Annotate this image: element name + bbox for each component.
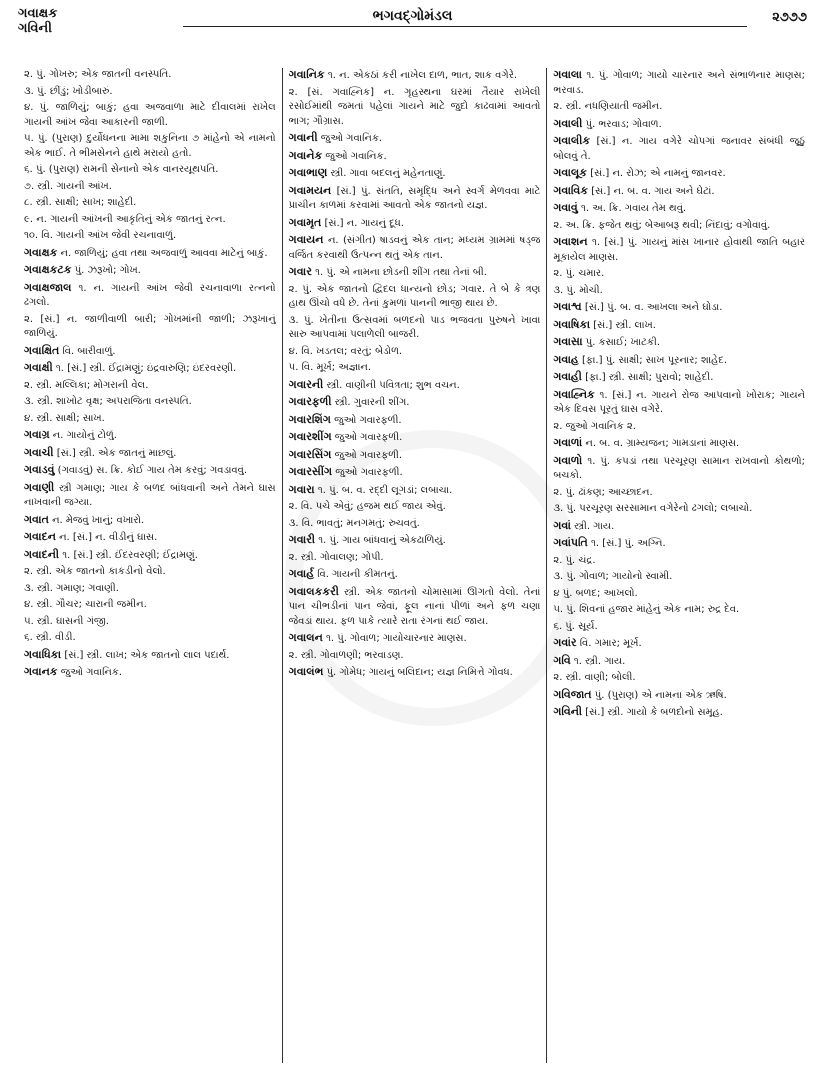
entry-definition: ૨. [સં.] ન. જાળીવાળી બારી; ગોખમાંની જાળી; ઝરૂખાનું જાળિયું. [24,313,276,339]
dictionary-entry [553,554,805,569]
entry-headword: ગવાદન [24,530,56,543]
page-header [18,4,807,66]
dictionary-entry [24,361,276,377]
dictionary-entry [553,370,805,386]
dictionary-entry [24,395,276,410]
entry-headword: ગવાર્હ [288,567,315,580]
entry-definition: [ફા.] પું. સાક્ષી; સાખ પૂરનાર; શાહેદ. [581,354,728,366]
entry-headword: ગવારફળી [288,395,332,408]
dictionary-entry [553,705,805,721]
entry-definition: ૧. ન. એકઠાં કરી નાખેલ દાળ, ભાત, શાક વગેરે. [327,70,518,81]
dictionary-entry [553,166,805,182]
dictionary-entry [24,263,276,279]
entry-headword: ગવાળો [553,453,583,467]
dictionary-entry [24,68,276,83]
entry-definition: ન. [સં.] ન. વીડીનું ઘાસ. [59,532,158,543]
entry-headword: ગવાલંભ [288,665,324,678]
entry-definition: ૧. પું. એ નામના છોડની શીંગ તથા તેનાં બી. [315,267,487,278]
entry-headword: ગવાલકકરી [288,584,339,598]
dictionary-entry [24,548,276,564]
entry-definition: ૧. [સં.] સ્ત્રી. ઈંદ્રામણું; ઇંદ્રવારુણિ; ઇંદરવરણી. [55,363,237,374]
entry-definition: [સં.] ન. રોઝ; એ નામનું જાનવર. [590,168,726,179]
entry-definition: ૨. પું. ચમાર. [553,268,605,279]
entry-definition: ૬. પું. સૂર્ય. [553,620,598,632]
entry-definition: ૧. ન. ગાયની આંખ જેવી રચનાવાળા રત્નનો ઢગલો. [24,282,276,308]
entry-definition: ૭. સ્ત્રી. ગાયની આંખ. [24,180,112,192]
entry-definition: ૧. પું. ગાય બાંધવાનું એકઢાળિયું. [318,535,446,546]
entry-headword: ગવાનિક [288,68,325,81]
dictionary-entry [553,100,805,115]
entry-headword: ગવાષિકા [553,317,591,331]
dictionary-entry [289,216,541,232]
dictionary-entry [553,603,805,618]
dictionary-entry [289,551,541,566]
entry-headword: ગવાણી [24,480,55,494]
dictionary-entry [24,598,276,613]
dictionary-entry [553,68,805,98]
entry-definition: વિ. બારીવાળું. [62,345,116,357]
entry-headword: ગવારી [288,533,316,546]
entry-headword: ગવાહી [553,370,582,383]
entry-definition: ૨. જુઓ ગવાનિક ૨. [553,420,636,432]
dictionary-entry [289,68,541,84]
dictionary-entry [289,483,541,499]
entry-headword: ગવાશ્વ [553,300,582,313]
entry-headword: ગવારસીંગ [288,465,333,478]
entry-definition: જુઓ ગવારફળી. [334,432,403,443]
entry-headword: ગવારશીંગ [288,430,332,443]
dictionary-entry [553,587,805,602]
entry-definition: પું. કસાઈ; ખાટકી. [585,337,661,348]
dictionary-entry [553,420,805,435]
dictionary-entry [24,530,276,546]
dictionary-entry [24,196,276,211]
dictionary-entry [289,345,541,360]
entry-definition: જુઓ ગવાનિક. [320,133,383,144]
entry-definition: ૬. પું. (પુરાણ) રામની સેનાનો એક વાનરયૂથપતિ. [24,164,219,175]
column-1 [18,68,282,1063]
entry-definition: સ્ત્રી. ગુવારની શીંગ. [334,397,410,408]
entry-definition: ૨. સ્ત્રી. વાણી; બોલી. [553,672,636,683]
dictionary-entry [289,649,541,664]
entry-definition: જુઓ ગવારફળી. [335,467,403,478]
entry-definition: ૨. પું. ગોખરુ; એક જાતની વનસ્પતિ. [24,69,172,80]
entry-headword: ગવાચી [24,445,54,459]
entry-definition: ૧. પું. ગોવાળ; ગાયોચારનાર માણસ. [325,633,467,644]
dictionary-entry [24,313,276,342]
entry-definition: ૧. અ. ક્રિ. ગવાય તેમ થવું. [580,203,687,214]
entry-definition: ૨. સ્ત્રી. ગોવાળણી; ભરવાડણ. [288,649,404,661]
entry-definition: ન. બ. વ. ગ્રામ્યજન; ગામડાનાં માણસ. [585,438,740,449]
entry-headword: ગવાશન [553,235,588,248]
entry-definition: પું. ગોમેધ; ગાયનું બલિદાન; યજ્ઞ નિમિત્તે ગોવધ. [326,667,513,678]
entry-headword: ગવાંર [553,636,577,649]
entry-definition: ૧૦. વિ. ગાયની આંખ જેવી રચનાવાળું. [24,230,177,241]
dictionary-entry [553,134,805,164]
entry-headword: ગવાગ્ર [24,428,50,441]
dictionary-entry [289,149,541,165]
dictionary-entry [24,412,276,427]
dictionary-entry [289,665,541,681]
guide-word-first: ગવાક્ષક [18,6,58,21]
entry-definition: ૨. પું. ઢાંકણ; આચ્છાદન. [553,486,653,498]
entry-headword: ગવાત [24,512,49,526]
dictionary-entry [24,463,276,479]
entry-headword: ગવાની [288,131,318,144]
entry-definition: [સં.] સ્ત્રી. લાખ; એક જાતનો લાલ પદાર્થ. [64,649,230,661]
dictionary-entry [289,631,541,647]
entry-definition: ૫. વિ. મૂર્ખ; અજ્ઞાન. [288,362,372,373]
entry-definition: ૩. પું. ગોવાળ; ગાયોનો સ્વામી. [553,571,673,582]
entry-headword: ગવાદની [24,547,60,561]
dictionary-entry [553,300,805,316]
entry-headword: ગવાક્ષકટક [24,263,72,276]
dictionary-entry [289,533,541,549]
entry-definition: ૨. પું. એક જાતનો દ્વિદલ ધાન્યનો છોડ; ગવાર. તે બે કે ત્રણ હાથ ઊંચો વધે છે. તેનાં કુમળાં પાનની ભાજી થાય છે. [288,283,541,309]
entry-definition: પું. (પુરાણ) એ નામના એક ઋષિ. [594,689,727,701]
dictionary-entry [553,636,805,652]
entry-headword: ગવામૃત [288,215,322,229]
entry-headword: ગવિ [553,653,571,667]
entry-definition: ૧. [સં.] પું. અગ્નિ. [591,538,666,549]
entry-definition: જુઓ ગવારફળી. [334,449,403,461]
dictionary-entry [24,615,276,630]
entry-definition: સ્ત્રી. ગાવા બદલનું મહેનતાણું. [330,168,446,179]
dictionary-entry [24,246,276,262]
dictionary-entry [553,117,805,133]
dictionary-entry [553,688,805,704]
dictionary-entry [289,265,541,281]
dictionary-entry [289,395,541,411]
entry-headword: ગવારસિંગ [288,447,332,461]
running-title: ભગવદ્ગોમંડલ [372,8,453,24]
entry-headword: ગવાહ [553,352,579,366]
dictionary-entry [553,318,805,334]
dictionary-entry [24,132,276,161]
dictionary-entry [553,486,805,501]
dictionary-entry [553,284,805,299]
entry-definition: સ્ત્રી. ગાય. [574,520,615,532]
header-rule [183,26,747,27]
entry-definition: ૩. પું. મોચી. [553,284,603,296]
dictionary-entry [553,436,805,452]
page-number: ૨૭૭૭ [772,10,807,25]
entry-definition: પું. ભરવાડ; ગોવાળ. [585,118,662,130]
entry-definition: ૩. પું. ખેતીના ઉત્સવમાં બળદનો પાડ ભજવતા પુરુષને ખાવા સારુ આપવામાં પલાળેલી બાજરી. [288,314,541,340]
entry-definition: સ્ત્રી ગમાણ; ગાય કે બળદ બાંધવાની અને તેમને ઘાસ નાખવાની જગ્યા. [24,482,276,508]
entry-definition: ૪. સ્ત્રી. સાક્ષી; સાખ. [24,412,105,424]
dictionary-entry [553,235,805,265]
entry-definition: ૨. વિ. પચે એવું; હજમ થઈ જાય એવું. [288,501,446,512]
dictionary-entry [289,166,541,182]
entry-definition: ૫. સ્ત્રી. ઘાસની ગંજી. [24,615,109,627]
dictionary-entry [289,131,541,147]
dictionary-entry [24,582,276,597]
entry-definition: ન. મેજવું ખાનું; વખારો. [52,514,145,526]
entry-headword: ગવાલીક [553,134,591,147]
entry-definition: ૮. સ્ત્રી. સાક્ષી; સાખ; શાહેદી. [24,197,137,208]
entry-definition: [સં.] ન. ગાયનું દૂધ. [324,217,404,229]
entry-definition: [સં.] ન. બ. વ. ગાય અને ઘેટાં. [591,185,715,197]
dictionary-entry [553,201,805,217]
dictionary-entry [24,446,276,462]
entry-definition: ૯. ન. ગાયની આંખની આકૃતિનું એક જાતનું રત્ન. [24,213,226,225]
dictionary-entry [289,465,541,481]
entry-definition: [સં.] સ્ત્રી. એક જાતનું માછલું. [56,447,177,459]
entry-headword: ગવિની [553,705,583,718]
entry-headword: ગવાલી [553,116,583,130]
entry-definition: સ્ત્રી. એક જાતનો ચોમાસામાં ઊગતો વેલો. તેનાં પાન ચીભડીનાં પાન જેવાં, ફૂલ નાનાં પીળાં અને ફળ ચણા જેવડાં થાય. ફળ પાકે ત્યારે રાતા રંગનાં થઈ જાય. [288,586,541,627]
entry-definition: ૧. પું. ગોવાળ; ગાયો ચારનાર અને સંભાળનાર માણસ; ભરવાડ. [553,70,806,96]
entry-definition: ૨. સ્ત્રી. નધણિયાતી જમીન. [553,101,663,112]
dictionary-entry [24,379,276,394]
entry-headword: ગવિજાત [553,687,592,701]
entry-definition: પું. ઝરૂખો; ગોખ. [74,265,141,276]
entry-definition: [સં.] સ્ત્રી. ગાયો કે બળદોનો સમૂહ. [585,707,723,718]
dictionary-entry [553,671,805,686]
dictionary-entry [24,85,276,100]
dictionary-entry [24,665,276,681]
entry-headword: ગવારા [288,482,315,496]
entry-headword: ગવાભાણ [288,166,328,179]
entry-definition: ૬. સ્ત્રી. વીડી. [24,632,76,643]
entry-definition: ૩. સ્ત્રી. ગમાણ; ગવાણી. [24,582,119,594]
dictionary-entry [289,233,541,263]
dictionary-entry [24,229,276,244]
entry-headword: ગવાંપતિ [553,536,588,549]
dictionary-entry [553,536,805,552]
dictionary-entry [24,481,276,511]
entry-definition: [સં.] સ્ત્રી. લાખ. [593,319,656,331]
dictionary-entry [24,565,276,580]
entry-definition: ૪ પું. બળદ; આખલો. [553,587,638,599]
dictionary-entry [289,314,541,343]
dictionary-entry [24,631,276,646]
entry-definition: ૫. પું. (પુરાણ) દુર્યોધનના મામા શકુનિના ૭ માંહેનો એ નામનો એક ભાઈ. તે ભીમસેનને હાથે મરાયો હતો. [24,133,276,159]
dictionary-entry [553,219,805,234]
dictionary-entry [553,570,805,585]
dictionary-entry [289,361,541,376]
dictionary-entry [289,378,541,394]
entry-definition: [સં.] ન. ગાય વગેરે ચોપગાં જનાવર સંબંધી જૂઠું બોલવું તે. [553,136,806,162]
entry-definition: વિ. ગમાર; મૂર્ખ. [579,638,642,649]
entry-headword: ગવાક્ષક [24,245,58,259]
entry-definition: ૨. સ્ત્રી. એક જાતનો કાકડીનો વેલો. [24,566,166,577]
column-3 [546,68,811,1063]
entry-definition: ૨. સ્ત્રી. ગોવાલણ; ગોપી. [288,551,384,563]
entry-definition: [સં.] પું. બ. વ. આખલા અને ઘોડા. [584,302,723,313]
entry-headword: ગવાધિકા [24,647,62,661]
dictionary-entry [24,513,276,529]
dictionary-entry [553,454,805,484]
entry-headword: ગવાલૂક [553,166,588,179]
entry-definition: ન. (સંગીત) ષાડવનું એક તાન; મધ્યમ ગ્રામમાં ષડ્જ વર્જિત કરવાથી ઉત્પન્ન થતું એક તાન. [288,235,541,261]
entry-definition: ૧. [સં.] સ્ત્રી. ઈંદરવરણી; ઈંદ્રામણું. [62,549,198,561]
entry-definition: ૧. સ્ત્રી. ગાય. [573,655,626,667]
entry-definition: ૪. સ્ત્રી. ગૌચર; ચારાની જમીન. [24,599,147,610]
entry-definition: ૩. પું. છીંડું; ખોડીબારું. [24,85,113,97]
guide-word-last: ગવિની [18,21,52,36]
entry-definition: ૨. અ. ક્રિ. ફજેત થવું; બેઆબરૂ થવી; નિંદાવું; વગોવાવું. [553,219,771,231]
entry-headword: ગવાક્ષિત [24,343,60,357]
dictionary-entry [289,184,541,214]
entry-definition: ૨. પું. ચંદ્ર. [553,554,596,566]
entry-headword: ગવાયન [288,233,324,246]
entry-headword: ગવાનેક [288,148,323,162]
dictionary-entry [289,86,541,130]
entry-headword: ગવાસા [553,335,583,348]
entry-definition: ૨. [સં. ગવાહ્નિક] ન. ગૃહસ્થના ઘરમાં તૈયાર રાખેલી રસોઈમાંથી જમતાં પહેલાં ગાયને માટે જુદો કાઢવામાં આવતો ભાગ; ગૌગ્રાસ. [288,86,541,127]
entry-headword: ગવાડવું [24,463,55,476]
entry-definition: ન. ગાયોનું ટોળું. [52,430,117,441]
dictionary-entry [289,413,541,429]
entry-definition: જુઓ ગવાનિક. [60,667,123,678]
entry-definition: સ્ત્રી. વાણીની પવિત્રતા; શુભ વચન. [326,379,460,391]
entry-headword: ગવાક્ષી [24,361,53,374]
entry-headword: ગવાલન [288,631,323,644]
dictionary-entry [24,281,276,311]
dictionary-entry [553,335,805,351]
entry-definition: વિ. ગાયની કીમતનું. [317,569,398,580]
dictionary-entry [24,163,276,178]
dictionary-entry [289,567,541,583]
entry-headword: ગવારની [288,377,324,391]
dictionary-entry [289,585,541,630]
dictionary-entry [24,428,276,444]
entry-definition: [સં.] પું. સંતતિ, સમૃદ્ધિ અને સ્વર્ગ મેળવવા માટે પ્રાચીન કાળમાં કરવામાં આવતો એક જાતનો યજ્ઞ. [288,185,541,211]
dictionary-entry [24,180,276,195]
entry-headword: ગવાલા [553,68,582,81]
entry-definition: ૩. સ્ત્રી. શાખોટ વૃક્ષ; અપરાજિતા વનસ્પતિ. [24,396,192,407]
entry-definition: ન. જાળિયું; હવા તથા અજવાળું આવવા માટેનું બાકું. [60,247,268,259]
entry-headword: ગવાળાં [553,436,583,449]
dictionary-entry [553,353,805,369]
dictionary-entry [553,267,805,282]
dictionary-entry [289,448,541,464]
dictionary-entry [289,517,541,532]
dictionary-entry [553,388,805,418]
entry-headword: ગવાક્ષજાલ [24,280,72,294]
entry-definition: ૪. પું. જાળિયું; બાકું; હવા અજવાળા માટે દીવાલમાં રાખેલ ગાયની આંખ જેવા આકારની જાળી. [24,102,276,128]
dictionary-entry [289,430,541,446]
entry-headword: ગવાં [553,518,571,532]
entry-headword: ગવાનક [24,665,58,678]
entry-definition: ૩. પું. પરચૂરણ સરસામાન વગેરેનો ઢગલો; લબાચો. [553,503,753,514]
entry-headword: ગવાહ્નિક [553,387,595,401]
entry-definition: ૨. સ્ત્રી. મલ્લિકા; મોગરાની વેલ. [24,379,149,391]
entry-headword: ગવાવું [553,201,578,214]
entry-headword: ગવારશિંગ [288,412,331,426]
entry-definition: ૧. [સં.] ન. ગાયને રોજ આપવાનો ખોરાક; ગાયને એક દિવસ પૂરતું ઘાસ વગેરે. [553,389,806,415]
entry-definition: ૩. વિ. ભાવતું; મનગમતું; રુચવતું. [288,517,420,529]
entry-definition: ૧. પું. બ. વ. રદ્દી લૂગડાં; લબાચા. [317,484,453,496]
entry-definition: ૪. વિ. ખડતલ; વરતું; બેડોળ. [288,345,403,357]
entry-headword: ગવામયન [288,183,332,197]
dictionary-entry [289,500,541,515]
entry-definition: ૧. [સં.] પું. ગાયનું માંસ ખાનાર હોવાથી જાતિ બહાર મૂકાયેલ માણસ. [553,237,806,263]
dictionary-entry [553,519,805,535]
dictionary-entry [24,101,276,130]
entry-definition: [ફા.] સ્ત્રી. સાક્ષી; પુરાવો; શાહેદી. [585,372,714,383]
column-2 [282,68,547,1063]
entry-headword: ગવાર [288,265,312,278]
entry-definition: જુઓ ગવારફળી. [334,414,402,426]
entry-definition: ૧. પું. કપડાં તથા પરચૂરણ સામાન રાખવાનો કોથળો; બચકો. [553,455,806,481]
dictionary-entry [553,620,805,635]
dictionary-entry [553,184,805,200]
dictionary-entry [553,502,805,517]
dictionary-entry [24,344,276,360]
dictionary-entry [289,283,541,312]
entry-headword: ગવાવિક [553,183,589,197]
dictionary-entry [553,654,805,670]
dictionary-entry [24,213,276,228]
dictionary-entry [24,648,276,664]
entry-definition: (ગવાડવું) સ. ક્રિ. કોઈ ગાય તેમ કરવું; ગવડાવવું. [57,465,248,476]
entry-definition: જુઓ ગવાનિક. [325,150,387,162]
entry-definition: ૫. પું. શિવનાં હજાર માંહેનું એક નામ; રુદ્ર દેવ. [553,604,740,615]
entry-columns [18,68,811,1063]
